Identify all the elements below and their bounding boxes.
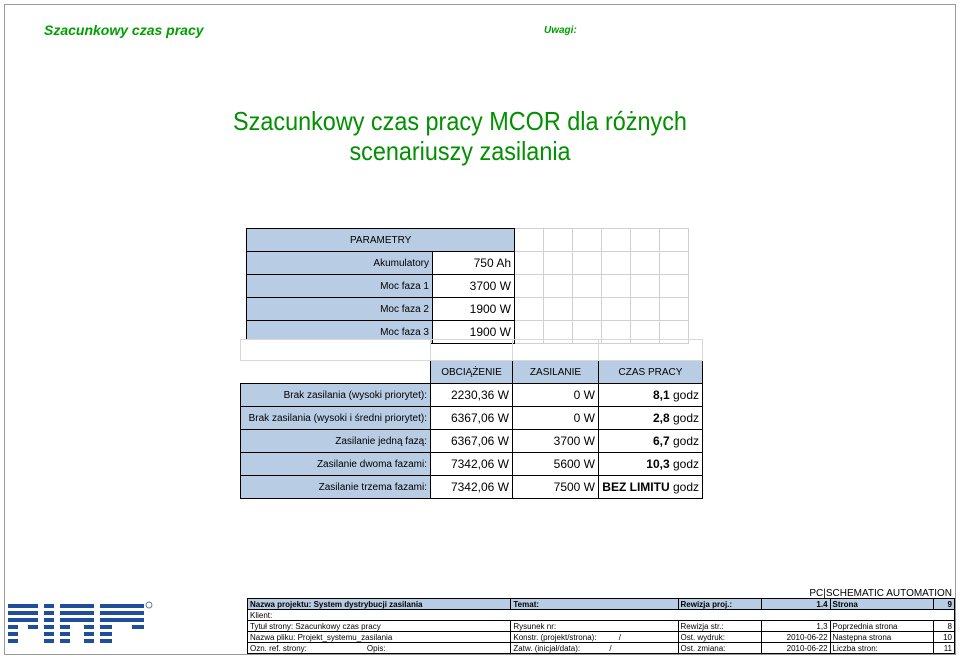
last-change-label: Ost. zmiana: <box>678 643 762 654</box>
parameters-heading: PARAMETRY <box>247 229 515 252</box>
header-title: Szacunkowy czas pracy <box>44 22 204 38</box>
page-title-line2: scenariuszy zasilania <box>349 136 571 166</box>
param-label: Moc faza 3 <box>247 321 433 344</box>
scenario-unit: godz <box>672 480 699 494</box>
param-value: 1900 W <box>433 298 515 321</box>
scenario-supply: 3700 W <box>513 430 599 453</box>
project-name: Nazwa projektu: System dystrybucji zasilania <box>248 599 511 610</box>
column-header-time: CZAS PRACY <box>599 361 703 384</box>
param-label: Moc faza 2 <box>247 298 433 321</box>
scenario-supply: 5600 W <box>513 453 599 476</box>
scenario-time: 10,3 <box>646 457 670 471</box>
project-revision-label: Rewizja proj.: <box>678 599 762 610</box>
file-name: Nazwa pliku: Projekt_systemu_zasilania <box>248 632 511 643</box>
scenario-table <box>240 339 703 499</box>
scenario-time-cell <box>599 476 703 499</box>
constructor-cell <box>511 632 678 643</box>
column-header-supply: ZASILANIE <box>513 361 599 384</box>
scenario-time: 8,1 <box>652 388 670 402</box>
page-title-field: Tytuł strony: Szacunkowy czas pracy <box>248 621 511 632</box>
scenario-supply: 0 W <box>513 384 599 407</box>
scenario-unit: godz <box>672 434 699 448</box>
param-value: 750 Ah <box>433 252 515 275</box>
page-count-label: Liczba stron: <box>830 643 934 654</box>
scenario-label: Zasilanie trzema fazami: <box>241 476 431 499</box>
page-title-line1: Szacunkowy czas pracy MCOR dla różnych <box>233 106 687 136</box>
approved-value: / <box>609 643 612 653</box>
table-row <box>241 453 703 476</box>
previous-page-label: Poprzednia strona <box>830 621 934 632</box>
title-block <box>247 598 955 654</box>
scenario-time-cell <box>599 384 703 407</box>
param-value: 1900 W <box>433 321 515 344</box>
project-revision-value: 1.4 <box>762 599 830 610</box>
scenario-time: 2,8 <box>652 411 670 425</box>
client-label: Klient: <box>248 610 955 621</box>
table-row <box>247 275 689 298</box>
drawing-number-label: Rysunek nr: <box>511 621 678 632</box>
last-print-label: Ost. wydruk: <box>678 632 762 643</box>
next-page-value: 10 <box>934 632 955 643</box>
scenario-supply: 0 W <box>513 407 599 430</box>
table-header-row <box>241 361 703 384</box>
last-print-value: 2010-06-22 <box>762 632 830 643</box>
notes-label: Uwagi: <box>544 25 577 36</box>
scenario-time-cell <box>599 407 703 430</box>
scenario-label: Brak zasilania (wysoki priorytet): <box>241 384 431 407</box>
next-page-label: Następna strona <box>830 632 934 643</box>
table-row <box>241 476 703 499</box>
parameters-table <box>246 228 689 344</box>
table-row <box>247 252 689 275</box>
scenario-label: Zasilanie jedną fazą: <box>241 430 431 453</box>
param-label: Akumulatory <box>247 252 433 275</box>
scenario-load: 6367,06 W <box>431 407 513 430</box>
table-row <box>241 384 703 407</box>
scenario-unit: godz <box>672 388 699 402</box>
piap-logo <box>8 600 153 650</box>
page-revision-label: Rewizja str.: <box>678 621 762 632</box>
scenario-label: Zasilanie dwoma fazami: <box>241 453 431 476</box>
last-change-value: 2010-06-22 <box>762 643 830 654</box>
scenario-time-cell <box>599 430 703 453</box>
scenario-load: 2230,36 W <box>431 384 513 407</box>
constructor-value: / <box>618 632 622 642</box>
scenario-label: Brak zasilania (wysoki i średni priorytet): <box>241 407 431 430</box>
description-label: Opis: <box>366 643 386 653</box>
table-row <box>247 298 689 321</box>
scenario-time: BEZ LIMITU <box>602 480 670 494</box>
scenario-unit: godz <box>672 411 699 425</box>
page-revision-value: 1,3 <box>762 621 830 632</box>
brand-label: PC|SCHEMATIC AUTOMATION <box>809 588 952 599</box>
column-header-load: OBCIĄŻENIE <box>431 361 513 384</box>
subject-label: Temat: <box>511 599 678 610</box>
page-value: 9 <box>934 599 955 610</box>
table-row <box>241 430 703 453</box>
page-title <box>200 106 720 166</box>
scenario-unit: godz <box>672 457 699 471</box>
ref-desc-cell <box>248 643 511 654</box>
scenario-supply: 7500 W <box>513 476 599 499</box>
page-label: Strona <box>830 599 934 610</box>
page-ref-label: Ozn. ref. strony: <box>250 643 307 653</box>
scenario-load: 7342,06 W <box>431 476 513 499</box>
scenario-time: 6,7 <box>652 434 670 448</box>
scenario-time-cell <box>599 453 703 476</box>
previous-page-value: 8 <box>934 621 955 632</box>
approved-cell <box>511 643 678 654</box>
scenario-load: 7342,06 W <box>431 453 513 476</box>
param-value: 3700 W <box>433 275 515 298</box>
param-label: Moc faza 1 <box>247 275 433 298</box>
constructor-label: Konstr. (projekt/strona): <box>513 632 597 642</box>
page-count-value: 11 <box>934 643 955 654</box>
table-row <box>241 407 703 430</box>
scenario-load: 6367,06 W <box>431 430 513 453</box>
approved-label: Zatw. (inicjał/data): <box>513 643 581 653</box>
